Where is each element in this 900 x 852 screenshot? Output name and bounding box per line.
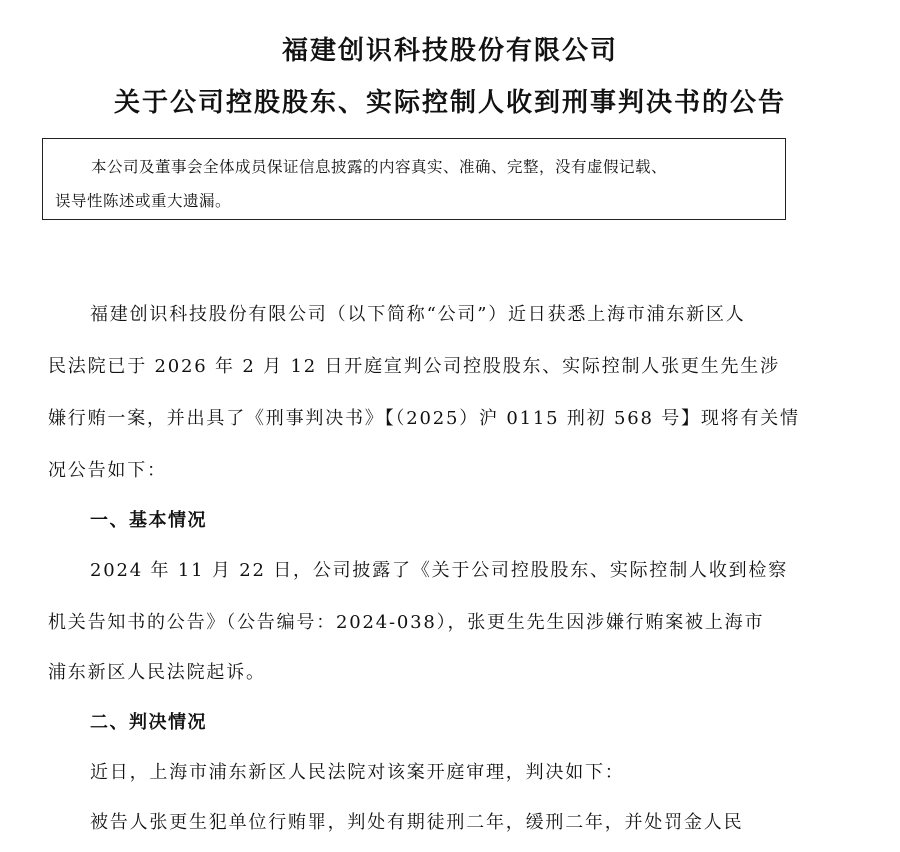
notice-line-2: 误导性陈述或重大遗漏。 — [55, 192, 232, 210]
company-title: 福建创识科技股份有限公司 — [281, 36, 618, 66]
intro-paragraph-line-3: 嫌行贿一案，并出具了《刑事判决书》【（2025）沪 0115 刑初 568 号】现将有关情 — [48, 408, 800, 429]
section-heading-judgment: 二、判决情况 — [90, 712, 207, 733]
section-heading-basic-info: 一、基本情况 — [90, 510, 207, 531]
section1-line-2: 机关告知书的公告》（公告编号：2024-038），张更生先生因涉嫌行贿案被上海市 — [48, 612, 765, 633]
intro-paragraph-line-2: 民法院已于 2026 年 2 月 12 日开庭宣判公司控股股东、实际控制人张更生先生涉 — [48, 356, 780, 377]
section2-line-2: 被告人张更生犯单位行贿罪，判处有期徒刑二年，缓刑二年，并处罚金人民 — [90, 812, 744, 833]
intro-paragraph-line-1: 福建创识科技股份有限公司（以下简称“公司”）近日获悉上海市浦东新区人 — [90, 304, 746, 325]
intro-paragraph-line-4: 况公告如下： — [48, 460, 167, 481]
board-guarantee-notice-box — [42, 138, 786, 220]
section1-line-3: 浦东新区人民法院起诉。 — [48, 662, 266, 683]
notice-line-1: 本公司及董事会全体成员保证信息披露的内容真实、准确、完整，没有虚假记载、 — [91, 158, 668, 176]
announcement-title: 关于公司控股股东、实际控制人收到刑事判决书的公告 — [113, 88, 786, 118]
section2-line-1: 近日，上海市浦东新区人民法院对该案开庭审理，判决如下： — [90, 762, 625, 783]
section1-line-1: 2024 年 11 月 22 日，公司披露了《关于公司控股股东、实际控制人收到检察 — [90, 560, 789, 581]
